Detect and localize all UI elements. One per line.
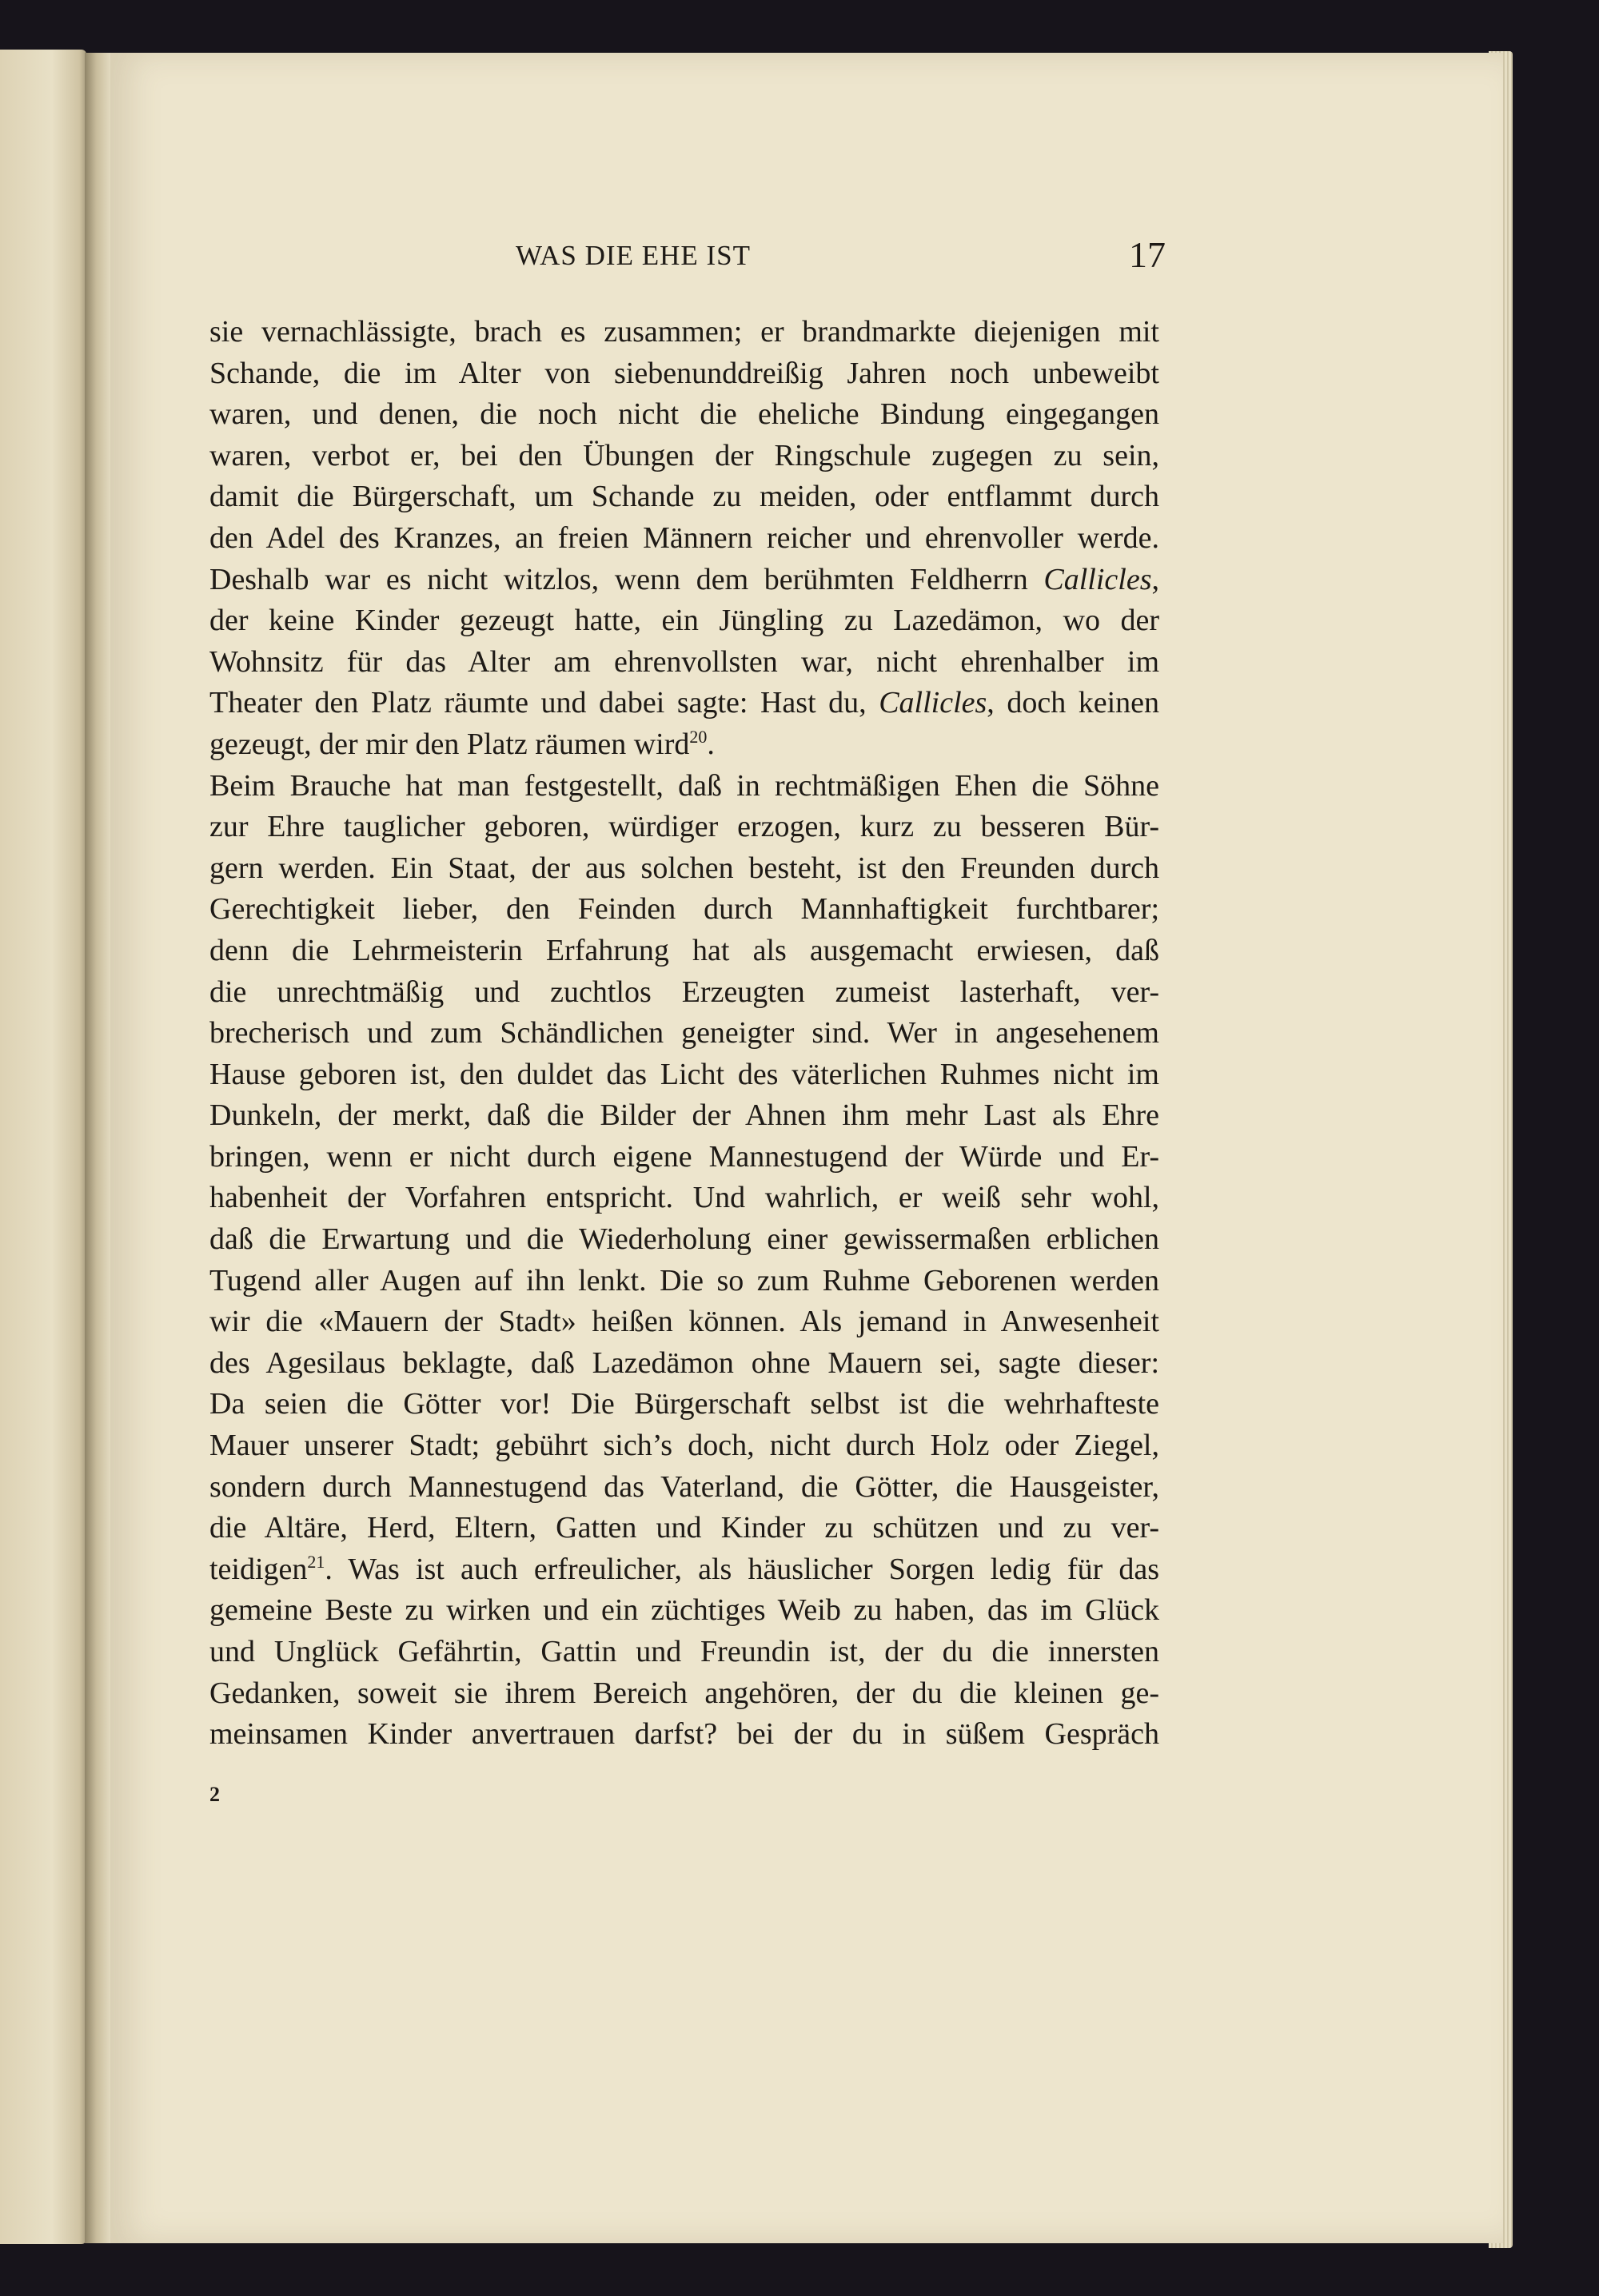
left-page-edge <box>0 50 86 2244</box>
text-line: der keine Kinder gezeugt hatte, ein Jüngling zu Lazedämon, wo der <box>209 604 1159 638</box>
text-line: gern werden. Ein Staat, der aus solchen besteht, ist den Freunden durch <box>209 851 1159 885</box>
text-line: Da seien die Götter vor! Die Bürgerschaft selbst ist die wehrhafteste <box>209 1387 1159 1421</box>
line-text-tail: . <box>707 727 715 761</box>
text-line: Schande, die im Alter von siebenunddreißig Jahren noch unbeweibt <box>209 356 1159 390</box>
text-line: Wohnsitz für das Alter am ehrenvollsten war, nicht ehrenhalber im <box>209 644 1159 679</box>
book-gutter <box>85 53 114 2243</box>
footnote-ref-21: 21 <box>307 1551 325 1572</box>
text-line: die Altäre, Herd, Eltern, Gatten und Kinder zu schützen und zu ver- <box>209 1511 1159 1545</box>
text-line: den Adel des Kranzes, an freien Männern reicher und ehrenvoller werde. <box>209 520 1159 555</box>
running-head: WAS DIE EHE IST <box>516 240 751 271</box>
text-line-with-footnote <box>209 1549 1159 1591</box>
text-line: Deshalb war es nicht witzlos, wenn dem berühmten Feldherrn Callicles, <box>209 562 1159 596</box>
text-line: meinsamen Kinder anvertrauen darfst? bei der du in süßem Gespräch <box>209 1717 1159 1752</box>
text-line: Mauer unserer Stadt; gebührt sich’s doch, nicht durch Holz oder Ziegel, <box>209 1429 1159 1463</box>
text-line: Hause geboren ist, den duldet das Licht des väterlichen Ruhmes nicht im <box>209 1057 1159 1091</box>
text-line: Beim Brauche hat man festgestellt, daß in rechtmäßigen Ehen die Söhne <box>209 768 1159 803</box>
text-line: sondern durch Mannestugend das Vaterland, die Götter, die Hausgeister, <box>209 1469 1159 1504</box>
text-line: damit die Bürgerschaft, um Schande zu meiden, oder entflammt durch <box>209 480 1159 514</box>
text-line: daß die Erwartung und die Wiederholung einer gewissermaßen erblichen <box>209 1222 1159 1257</box>
text-line: Gedanken, soweit sie ihrem Bereich angehören, der du die kleinen ge- <box>209 1676 1159 1710</box>
line-text-tail: . Was ist auch erfreulicher, als häuslicher Sorgen ledig für das <box>325 1552 1159 1586</box>
text-line: zur Ehre tauglicher geboren, würdiger erzogen, kurz zu besseren Bür- <box>209 810 1159 844</box>
text-line: habenheit der Vorfahren entspricht. Und wahrlich, er weiß sehr wohl, <box>209 1181 1159 1215</box>
text-line: brecherisch und zum Schändlichen geneigter sind. Wer in angesehenem <box>209 1016 1159 1050</box>
text-line: Theater den Platz räumte und dabei sagte: Hast du, Callicles, doch keinen <box>209 686 1160 720</box>
text-line: waren, verbot er, bei den Übungen der Ringschule zugegen zu sein, <box>209 438 1159 472</box>
text-line-with-footnote <box>209 724 1159 766</box>
signature-mark: 2 <box>209 1783 220 1806</box>
line-text: gezeugt, der mir den Platz räumen wird <box>209 727 690 761</box>
footnote-ref-20: 20 <box>689 726 708 747</box>
line-text: teidigen <box>209 1552 308 1586</box>
body-text <box>209 312 1159 1756</box>
italic-name: Callicles <box>879 686 987 720</box>
text-line: sie vernachlässigte, brach es zusammen; er brandmarkte diejenigen mit <box>209 315 1159 349</box>
text-line: wir die «Mauern der Stadt» heißen können. Als jemand in Anwesenheit <box>209 1305 1159 1339</box>
text-line: bringen, wenn er nicht durch eigene Mannestugend der Würde und Er- <box>209 1139 1159 1174</box>
text-line: Gerechtigkeit lieber, den Feinden durch Mannhaftigkeit furchtbarer; <box>209 892 1159 927</box>
text-line: und Unglück Gefährtin, Gattin und Freundin ist, der du die innersten <box>209 1635 1159 1668</box>
text-line: gemeine Beste zu wirken und ein züchtiges Weib zu haben, das im Glück <box>209 1593 1159 1628</box>
text-line: denn die Lehrmeisterin Erfahrung hat als ausgemacht erwiesen, daß <box>209 933 1159 967</box>
page-number: 17 <box>1129 234 1166 275</box>
text-line: die unrechtmäßig und zuchtlos Erzeugten zumeist lasterhaft, ver- <box>209 975 1159 1009</box>
text-line: waren, und denen, die noch nicht die eheliche Bindung eingegangen <box>209 397 1159 432</box>
italic-name: Callicles <box>1043 562 1152 596</box>
text-line: Dunkeln, der merkt, daß die Bilder der Ahnen ihm mehr Last als Ehre <box>209 1098 1159 1133</box>
text-line: Tugend aller Augen auf ihn lenkt. Die so zum Ruhme Geborenen werden <box>209 1263 1159 1297</box>
text-line: des Agesilaus beklagte, daß Lazedämon ohne Mauern sei, sagte dieser: <box>209 1345 1159 1380</box>
